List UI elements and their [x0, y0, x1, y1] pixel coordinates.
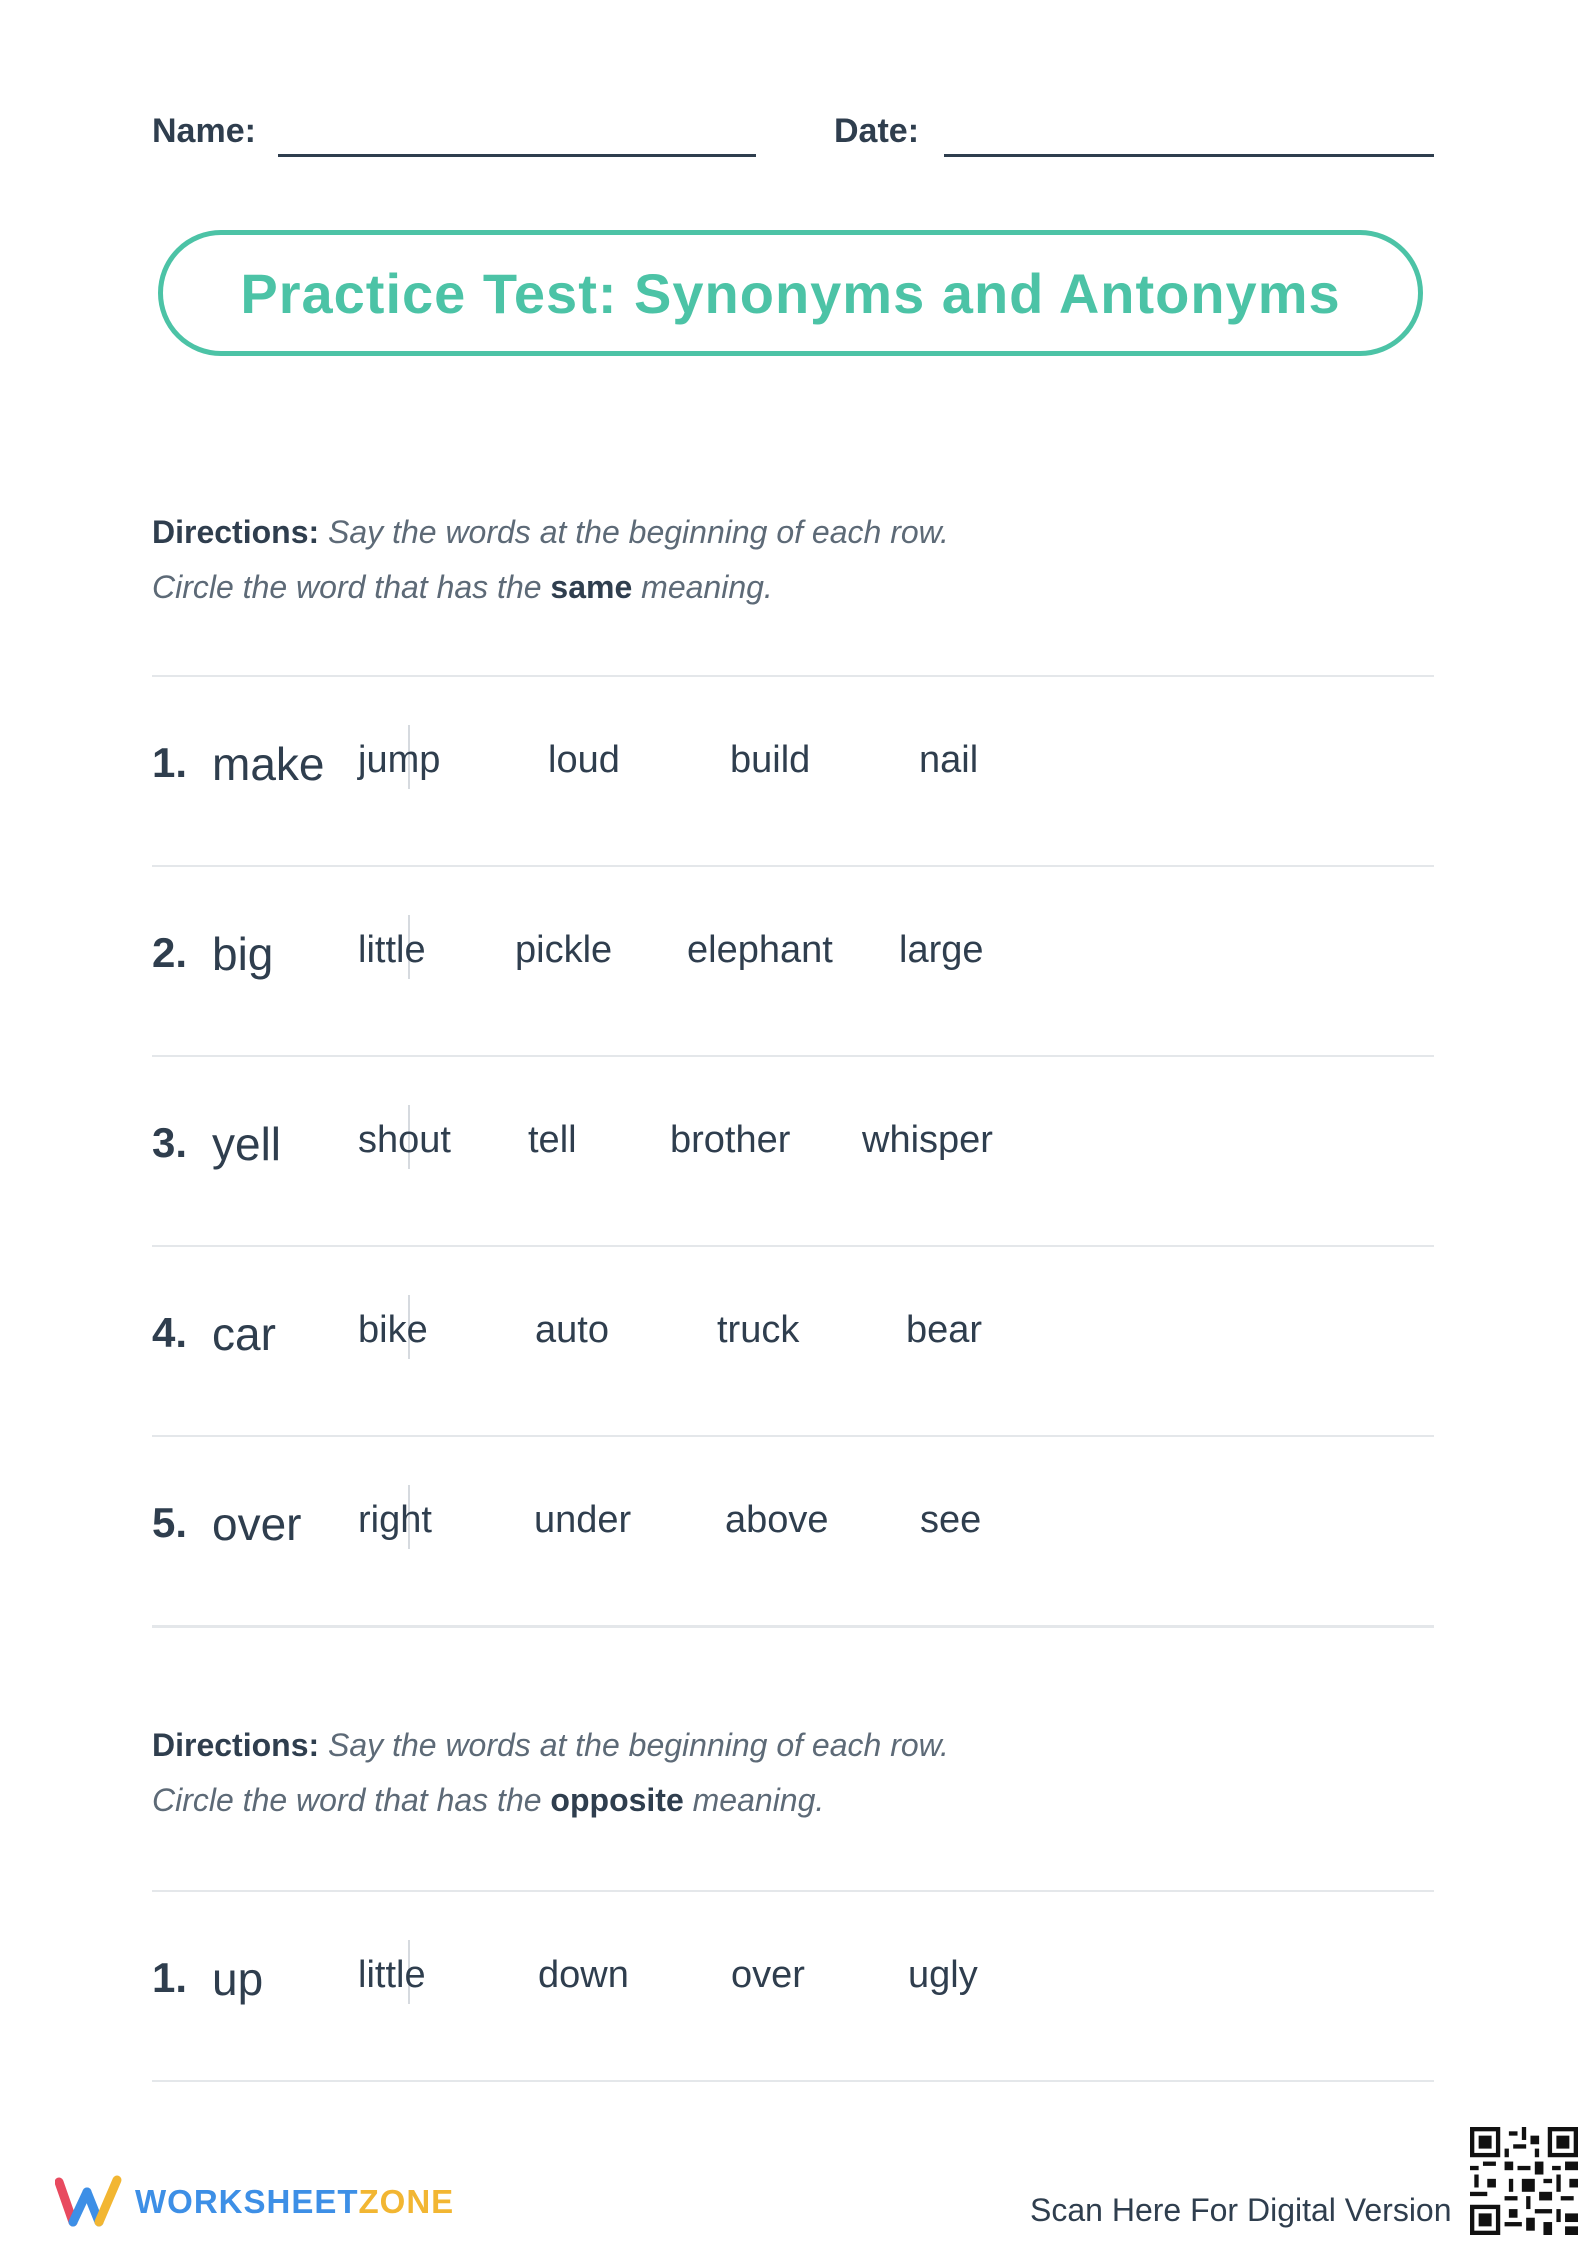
answer-option[interactable]: build	[730, 739, 811, 781]
answer-option[interactable]: large	[899, 929, 984, 971]
answer-option[interactable]: above	[725, 1499, 829, 1541]
date-field-line[interactable]	[944, 154, 1434, 157]
target-word: yell	[212, 1118, 282, 1170]
answer-option[interactable]: bear	[906, 1309, 983, 1351]
question-row	[152, 1245, 1434, 1433]
directions-emphasis: same	[550, 569, 633, 605]
directions-antonyms	[152, 1718, 949, 1828]
answer-option[interactable]: down	[538, 1954, 629, 1996]
question-number: 5.	[152, 1499, 188, 1546]
directions-line2-pre: Circle the word that has the	[152, 569, 542, 605]
answer-option[interactable]: brother	[670, 1119, 791, 1161]
worksheetzone-logo-icon	[55, 2174, 123, 2230]
answer-option[interactable]: little	[358, 1954, 426, 1996]
directions-label: Directions:	[152, 1727, 320, 1763]
answer-option[interactable]: tell	[528, 1119, 577, 1161]
directions-line1: Say the words at the beginning of each row.	[328, 514, 949, 550]
answer-option[interactable]: ugly	[908, 1954, 978, 1996]
row-divider	[152, 1625, 1434, 1628]
question-row	[152, 865, 1434, 1053]
brand-logo	[55, 2172, 454, 2232]
question-row	[152, 1890, 1434, 2078]
answer-option[interactable]: pickle	[515, 929, 613, 971]
answer-option[interactable]: under	[534, 1499, 632, 1541]
directions-synonyms	[152, 505, 949, 615]
answer-option[interactable]: elephant	[687, 929, 833, 971]
row-divider	[152, 2080, 1434, 2082]
answer-option[interactable]: little	[358, 929, 426, 971]
question-number: 1.	[152, 1954, 188, 2001]
answer-option[interactable]: right	[358, 1499, 432, 1541]
answer-option[interactable]: whisper	[862, 1119, 993, 1161]
directions-line1: Say the words at the beginning of each row.	[328, 1727, 949, 1763]
answer-option[interactable]: shout	[358, 1119, 451, 1161]
directions-label: Directions:	[152, 514, 320, 550]
directions-line2-post: meaning.	[641, 569, 773, 605]
question-row	[152, 1055, 1434, 1243]
question-row	[152, 1435, 1434, 1623]
answer-option[interactable]: jump	[358, 739, 441, 781]
name-date-row	[152, 112, 1434, 162]
target-word: big	[212, 928, 274, 980]
name-field-line[interactable]	[278, 154, 756, 157]
question-number: 1.	[152, 739, 188, 786]
answer-option[interactable]: auto	[535, 1309, 609, 1351]
answer-option[interactable]: loud	[548, 739, 620, 781]
answer-option[interactable]: bike	[358, 1309, 428, 1351]
answer-option[interactable]: over	[731, 1954, 805, 1996]
answer-option[interactable]: nail	[919, 739, 979, 781]
question-number: 2.	[152, 929, 188, 976]
answer-option[interactable]: truck	[717, 1309, 800, 1351]
brand-name: WORKSHEETZONE	[135, 2183, 455, 2220]
target-word: make	[212, 738, 325, 790]
question-row	[152, 675, 1434, 863]
qr-code-icon[interactable]	[1470, 2127, 1578, 2235]
directions-line2-pre: Circle the word that has the	[152, 1782, 542, 1818]
question-number: 4.	[152, 1309, 188, 1356]
date-label: Date:	[834, 112, 920, 150]
target-word: over	[212, 1498, 302, 1550]
page-title: Practice Test: Synonyms and Antonyms	[240, 261, 1341, 325]
scan-caption: Scan Here For Digital Version	[1030, 2192, 1452, 2228]
title-banner	[158, 230, 1423, 356]
target-word: car	[212, 1308, 276, 1360]
target-word: up	[212, 1953, 264, 2005]
directions-emphasis: opposite	[550, 1782, 684, 1818]
name-label: Name:	[152, 112, 256, 150]
directions-line2-post: meaning.	[692, 1782, 825, 1818]
question-number: 3.	[152, 1119, 188, 1166]
answer-option[interactable]: see	[920, 1499, 982, 1541]
